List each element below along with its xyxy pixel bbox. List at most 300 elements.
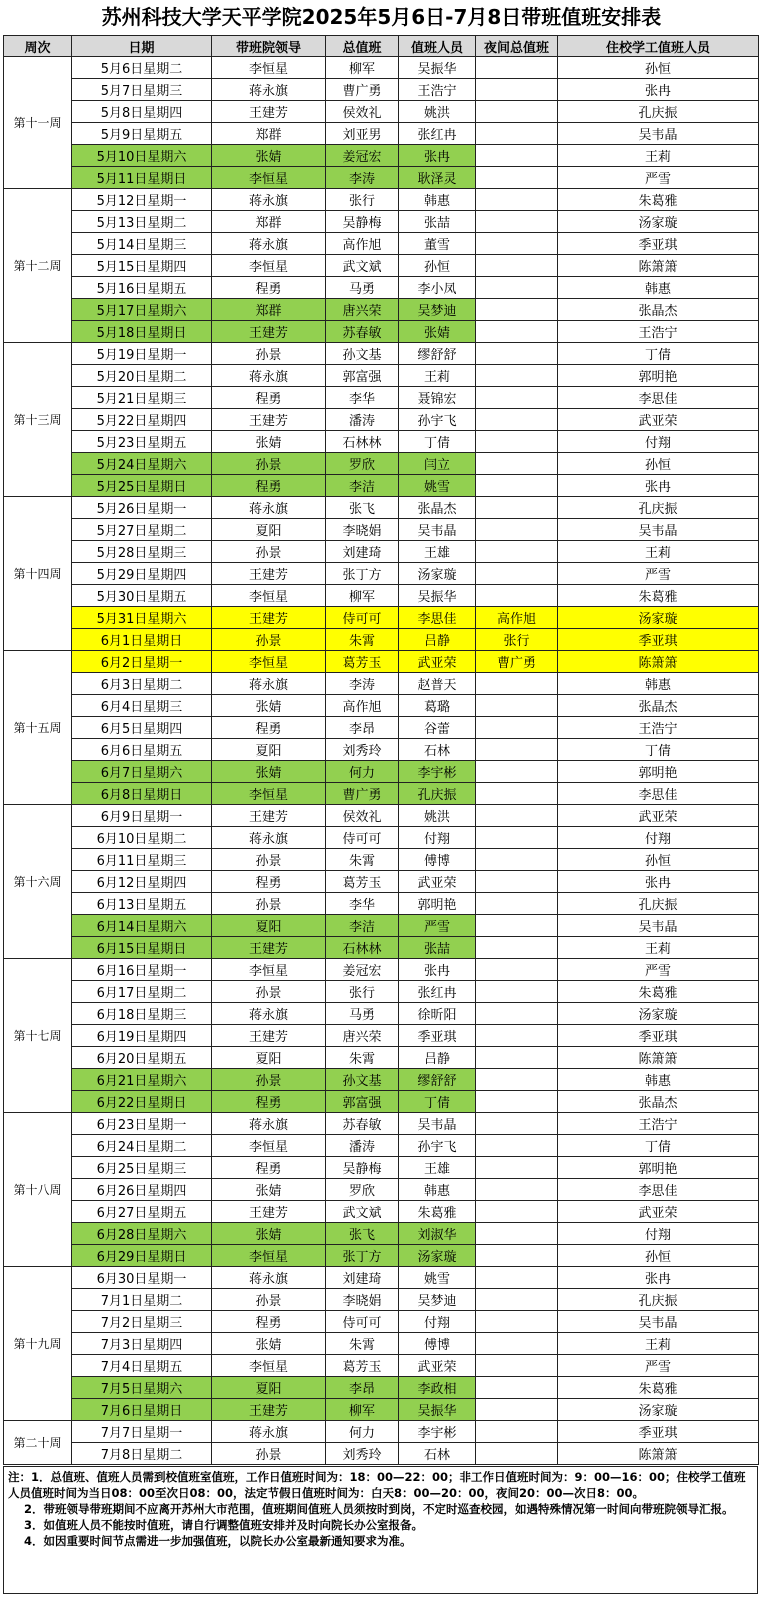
chief-cell: 苏春敏 bbox=[326, 321, 399, 343]
chief-cell: 吴静梅 bbox=[326, 1157, 399, 1179]
table-row bbox=[4, 1157, 759, 1179]
header-cell: 日期 bbox=[72, 36, 212, 57]
leader-cell: 李恒星 bbox=[212, 959, 326, 981]
chief-cell: 李洁 bbox=[326, 915, 399, 937]
leader-cell: 程勇 bbox=[212, 717, 326, 739]
table-row bbox=[4, 651, 759, 673]
table-row bbox=[4, 1223, 759, 1245]
table-row bbox=[4, 761, 759, 783]
night-cell bbox=[476, 497, 558, 519]
table-row bbox=[4, 871, 759, 893]
table-row bbox=[4, 233, 759, 255]
night-cell bbox=[476, 431, 558, 453]
chief-cell: 潘涛 bbox=[326, 1135, 399, 1157]
chief-cell: 罗欣 bbox=[326, 1179, 399, 1201]
chief-cell: 何力 bbox=[326, 1421, 399, 1443]
table-row bbox=[4, 255, 759, 277]
date-cell: 6月27日星期五 bbox=[72, 1201, 212, 1223]
night-cell bbox=[476, 365, 558, 387]
table-row bbox=[4, 1091, 759, 1113]
date-cell: 5月9日星期五 bbox=[72, 123, 212, 145]
staff-cell: 吴振华 bbox=[399, 585, 476, 607]
date-cell: 6月26日星期四 bbox=[72, 1179, 212, 1201]
leader-cell: 蒋永旗 bbox=[212, 233, 326, 255]
dorm-cell: 孔庆振 bbox=[558, 101, 759, 123]
table-row bbox=[4, 1399, 759, 1421]
staff-cell: 吴梦迪 bbox=[399, 1289, 476, 1311]
staff-cell: 李小凤 bbox=[399, 277, 476, 299]
staff-cell: 石林 bbox=[399, 739, 476, 761]
chief-cell: 李涛 bbox=[326, 167, 399, 189]
chief-cell: 李华 bbox=[326, 387, 399, 409]
date-cell: 5月11日星期日 bbox=[72, 167, 212, 189]
leader-cell: 王建芳 bbox=[212, 409, 326, 431]
dorm-cell: 张冉 bbox=[558, 871, 759, 893]
table-row bbox=[4, 915, 759, 937]
night-cell bbox=[476, 1201, 558, 1223]
night-cell: 曹广勇 bbox=[476, 651, 558, 673]
chief-cell: 柳军 bbox=[326, 1399, 399, 1421]
dorm-cell: 吴韦晶 bbox=[558, 1311, 759, 1333]
staff-cell: 汤家璇 bbox=[399, 1245, 476, 1267]
staff-cell: 孙恒 bbox=[399, 255, 476, 277]
table-row bbox=[4, 475, 759, 497]
staff-cell: 孔庆振 bbox=[399, 783, 476, 805]
dorm-cell: 严雪 bbox=[558, 959, 759, 981]
night-cell bbox=[476, 563, 558, 585]
staff-cell: 武亚荣 bbox=[399, 1355, 476, 1377]
night-cell bbox=[476, 783, 558, 805]
leader-cell: 蒋永旗 bbox=[212, 1267, 326, 1289]
night-cell bbox=[476, 1091, 558, 1113]
date-cell: 6月28日星期六 bbox=[72, 1223, 212, 1245]
chief-cell: 刘建琦 bbox=[326, 541, 399, 563]
date-cell: 5月15日星期四 bbox=[72, 255, 212, 277]
table-row bbox=[4, 1179, 759, 1201]
chief-cell: 张飞 bbox=[326, 497, 399, 519]
header-cell: 夜间总值班 bbox=[476, 36, 558, 57]
leader-cell: 蒋永旗 bbox=[212, 1003, 326, 1025]
dorm-cell: 王莉 bbox=[558, 541, 759, 563]
table-row bbox=[4, 1333, 759, 1355]
table-row bbox=[4, 563, 759, 585]
date-cell: 6月6日星期五 bbox=[72, 739, 212, 761]
staff-cell: 吴振华 bbox=[399, 57, 476, 79]
night-cell bbox=[476, 1113, 558, 1135]
date-cell: 5月23日星期五 bbox=[72, 431, 212, 453]
night-cell bbox=[476, 1245, 558, 1267]
table-row bbox=[4, 607, 759, 629]
table-row bbox=[4, 145, 759, 167]
staff-cell: 张晶杰 bbox=[399, 497, 476, 519]
staff-cell: 傅博 bbox=[399, 849, 476, 871]
date-cell: 5月21日星期三 bbox=[72, 387, 212, 409]
date-cell: 5月24日星期六 bbox=[72, 453, 212, 475]
dorm-cell: 陈箫箫 bbox=[558, 1047, 759, 1069]
note-4: 4．如因重要时间节点需进一步加强值班，以院长办公室最新通知要求为准。 bbox=[8, 1534, 412, 1548]
table-row bbox=[4, 981, 759, 1003]
date-cell: 6月18日星期三 bbox=[72, 1003, 212, 1025]
staff-cell: 郭明艳 bbox=[399, 893, 476, 915]
date-cell: 6月21日星期六 bbox=[72, 1069, 212, 1091]
leader-cell: 张婧 bbox=[212, 431, 326, 453]
leader-cell: 王建芳 bbox=[212, 101, 326, 123]
dorm-cell: 武亚荣 bbox=[558, 1201, 759, 1223]
dorm-cell: 王莉 bbox=[558, 145, 759, 167]
leader-cell: 张婧 bbox=[212, 761, 326, 783]
date-cell: 5月26日星期一 bbox=[72, 497, 212, 519]
leader-cell: 王建芳 bbox=[212, 1201, 326, 1223]
table-row bbox=[4, 1443, 759, 1465]
leader-cell: 张婧 bbox=[212, 1333, 326, 1355]
night-cell bbox=[476, 475, 558, 497]
staff-cell: 王莉 bbox=[399, 365, 476, 387]
chief-cell: 朱霄 bbox=[326, 629, 399, 651]
leader-cell: 夏阳 bbox=[212, 1047, 326, 1069]
night-cell bbox=[476, 409, 558, 431]
week-cell: 第十三周 bbox=[4, 343, 72, 497]
leader-cell: 蒋永旗 bbox=[212, 1421, 326, 1443]
night-cell bbox=[476, 1267, 558, 1289]
leader-cell: 郑群 bbox=[212, 211, 326, 233]
dorm-cell: 吴韦晶 bbox=[558, 915, 759, 937]
date-cell: 6月19日星期四 bbox=[72, 1025, 212, 1047]
dorm-cell: 武亚荣 bbox=[558, 409, 759, 431]
dorm-cell: 张冉 bbox=[558, 475, 759, 497]
leader-cell: 张婧 bbox=[212, 145, 326, 167]
staff-cell: 武亚荣 bbox=[399, 651, 476, 673]
date-cell: 5月8日星期四 bbox=[72, 101, 212, 123]
night-cell bbox=[476, 1069, 558, 1091]
night-cell bbox=[476, 871, 558, 893]
leader-cell: 程勇 bbox=[212, 1157, 326, 1179]
staff-cell: 吴韦晶 bbox=[399, 1113, 476, 1135]
date-cell: 6月16日星期一 bbox=[72, 959, 212, 981]
staff-cell: 张喆 bbox=[399, 211, 476, 233]
dorm-cell: 严雪 bbox=[558, 563, 759, 585]
night-cell bbox=[476, 1025, 558, 1047]
table-row bbox=[4, 805, 759, 827]
chief-cell: 姜冠宏 bbox=[326, 145, 399, 167]
night-cell: 张行 bbox=[476, 629, 558, 651]
leader-cell: 李恒星 bbox=[212, 1245, 326, 1267]
leader-cell: 郑群 bbox=[212, 123, 326, 145]
date-cell: 6月20日星期五 bbox=[72, 1047, 212, 1069]
table-row bbox=[4, 959, 759, 981]
header-cell: 值班人员 bbox=[399, 36, 476, 57]
date-cell: 5月31日星期六 bbox=[72, 607, 212, 629]
leader-cell: 夏阳 bbox=[212, 739, 326, 761]
date-cell: 7月5日星期六 bbox=[72, 1377, 212, 1399]
chief-cell: 张行 bbox=[326, 981, 399, 1003]
chief-cell: 侍可可 bbox=[326, 1311, 399, 1333]
night-cell bbox=[476, 585, 558, 607]
dorm-cell: 张晶杰 bbox=[558, 1091, 759, 1113]
staff-cell: 汤家璇 bbox=[399, 563, 476, 585]
staff-cell: 张冉 bbox=[399, 959, 476, 981]
staff-cell: 吴梦迪 bbox=[399, 299, 476, 321]
night-cell bbox=[476, 299, 558, 321]
night-cell bbox=[476, 849, 558, 871]
leader-cell: 程勇 bbox=[212, 475, 326, 497]
staff-cell: 徐昕阳 bbox=[399, 1003, 476, 1025]
dorm-cell: 汤家璇 bbox=[558, 211, 759, 233]
staff-cell: 吕静 bbox=[399, 1047, 476, 1069]
notes-box bbox=[3, 1466, 758, 1594]
leader-cell: 张婧 bbox=[212, 1179, 326, 1201]
header-row bbox=[4, 36, 759, 57]
dorm-cell: 李思佳 bbox=[558, 783, 759, 805]
dorm-cell: 陈箫箫 bbox=[558, 255, 759, 277]
leader-cell: 孙景 bbox=[212, 1289, 326, 1311]
night-cell bbox=[476, 233, 558, 255]
staff-cell: 王浩宁 bbox=[399, 79, 476, 101]
week-cell: 第十九周 bbox=[4, 1267, 72, 1421]
night-cell bbox=[476, 1333, 558, 1355]
dorm-cell: 季亚琪 bbox=[558, 233, 759, 255]
table-row bbox=[4, 1377, 759, 1399]
dorm-cell: 张冉 bbox=[558, 79, 759, 101]
date-cell: 6月13日星期五 bbox=[72, 893, 212, 915]
chief-cell: 何力 bbox=[326, 761, 399, 783]
leader-cell: 李恒星 bbox=[212, 651, 326, 673]
table-row bbox=[4, 1355, 759, 1377]
table-row bbox=[4, 79, 759, 101]
table-row bbox=[4, 1421, 759, 1443]
chief-cell: 武文斌 bbox=[326, 1201, 399, 1223]
staff-cell: 闫立 bbox=[399, 453, 476, 475]
night-cell bbox=[476, 1047, 558, 1069]
leader-cell: 蒋永旗 bbox=[212, 497, 326, 519]
date-cell: 5月30日星期五 bbox=[72, 585, 212, 607]
night-cell bbox=[476, 937, 558, 959]
table-row bbox=[4, 211, 759, 233]
table-row bbox=[4, 101, 759, 123]
date-cell: 6月1日星期日 bbox=[72, 629, 212, 651]
page-title: 苏州科技大学天平学院2025年5月6日-7月8日带班值班安排表 bbox=[101, 5, 662, 29]
header-cell: 住校学工值班人员 bbox=[558, 36, 759, 57]
staff-cell: 李思佳 bbox=[399, 607, 476, 629]
table-row bbox=[4, 893, 759, 915]
chief-cell: 唐兴荣 bbox=[326, 1025, 399, 1047]
staff-cell: 孙宇飞 bbox=[399, 1135, 476, 1157]
chief-cell: 曹广勇 bbox=[326, 79, 399, 101]
dorm-cell: 季亚琪 bbox=[558, 1025, 759, 1047]
leader-cell: 郑群 bbox=[212, 299, 326, 321]
date-cell: 5月18日星期日 bbox=[72, 321, 212, 343]
night-cell bbox=[476, 453, 558, 475]
dorm-cell: 李思佳 bbox=[558, 1179, 759, 1201]
night-cell bbox=[476, 1399, 558, 1421]
chief-cell: 孙文基 bbox=[326, 1069, 399, 1091]
chief-cell: 刘秀玲 bbox=[326, 1443, 399, 1465]
dorm-cell: 孙恒 bbox=[558, 1245, 759, 1267]
table-row bbox=[4, 189, 759, 211]
chief-cell: 朱霄 bbox=[326, 849, 399, 871]
leader-cell: 李恒星 bbox=[212, 57, 326, 79]
date-cell: 5月6日星期二 bbox=[72, 57, 212, 79]
dorm-cell: 王莉 bbox=[558, 1333, 759, 1355]
chief-cell: 葛芳玉 bbox=[326, 651, 399, 673]
date-cell: 6月12日星期四 bbox=[72, 871, 212, 893]
leader-cell: 王建芳 bbox=[212, 607, 326, 629]
date-cell: 6月25日星期三 bbox=[72, 1157, 212, 1179]
staff-cell: 付翔 bbox=[399, 1311, 476, 1333]
dorm-cell: 汤家璇 bbox=[558, 1003, 759, 1025]
date-cell: 5月14日星期三 bbox=[72, 233, 212, 255]
leader-cell: 李恒星 bbox=[212, 255, 326, 277]
chief-cell: 潘涛 bbox=[326, 409, 399, 431]
staff-cell: 姚雪 bbox=[399, 1267, 476, 1289]
staff-cell: 姚洪 bbox=[399, 805, 476, 827]
chief-cell: 刘秀玲 bbox=[326, 739, 399, 761]
chief-cell: 李涛 bbox=[326, 673, 399, 695]
chief-cell: 张行 bbox=[326, 189, 399, 211]
dorm-cell: 朱葛雅 bbox=[558, 981, 759, 1003]
table-row bbox=[4, 937, 759, 959]
note-2: 2．带班领导带班期间不应离开苏州大市范围，值班期间值班人员须按时到岗，不定时巡查校园，如遇特殊情况第一时间向带班院领导汇报。 bbox=[8, 1502, 734, 1516]
dorm-cell: 孙恒 bbox=[558, 849, 759, 871]
table-row bbox=[4, 1135, 759, 1157]
leader-cell: 孙景 bbox=[212, 1443, 326, 1465]
night-cell bbox=[476, 1157, 558, 1179]
dorm-cell: 丁倩 bbox=[558, 739, 759, 761]
date-cell: 5月16日星期五 bbox=[72, 277, 212, 299]
leader-cell: 张婧 bbox=[212, 1223, 326, 1245]
date-cell: 5月10日星期六 bbox=[72, 145, 212, 167]
dorm-cell: 张晶杰 bbox=[558, 695, 759, 717]
table-row bbox=[4, 1245, 759, 1267]
leader-cell: 蒋永旗 bbox=[212, 673, 326, 695]
table-row bbox=[4, 277, 759, 299]
week-cell: 第十五周 bbox=[4, 651, 72, 805]
leader-cell: 李恒星 bbox=[212, 585, 326, 607]
dorm-cell: 王浩宁 bbox=[558, 1113, 759, 1135]
night-cell bbox=[476, 519, 558, 541]
chief-cell: 孙文基 bbox=[326, 343, 399, 365]
chief-cell: 郭富强 bbox=[326, 1091, 399, 1113]
date-cell: 6月7日星期六 bbox=[72, 761, 212, 783]
dorm-cell: 季亚琪 bbox=[558, 629, 759, 651]
leader-cell: 孙景 bbox=[212, 1069, 326, 1091]
table-row bbox=[4, 321, 759, 343]
table-row bbox=[4, 387, 759, 409]
week-cell: 第十四周 bbox=[4, 497, 72, 651]
night-cell: 高作旭 bbox=[476, 607, 558, 629]
dorm-cell: 丁倩 bbox=[558, 1135, 759, 1157]
date-cell: 6月14日星期六 bbox=[72, 915, 212, 937]
chief-cell: 李晓娟 bbox=[326, 1289, 399, 1311]
leader-cell: 孙景 bbox=[212, 541, 326, 563]
dorm-cell: 严雪 bbox=[558, 167, 759, 189]
staff-cell: 吴韦晶 bbox=[399, 519, 476, 541]
date-cell: 7月8日星期二 bbox=[72, 1443, 212, 1465]
dorm-cell: 吴韦晶 bbox=[558, 519, 759, 541]
dorm-cell: 韩惠 bbox=[558, 277, 759, 299]
table-row bbox=[4, 673, 759, 695]
table-row bbox=[4, 497, 759, 519]
chief-cell: 高作旭 bbox=[326, 233, 399, 255]
table-row bbox=[4, 299, 759, 321]
night-cell bbox=[476, 1179, 558, 1201]
chief-cell: 侍可可 bbox=[326, 607, 399, 629]
staff-cell: 谷蕾 bbox=[399, 717, 476, 739]
date-cell: 7月1日星期二 bbox=[72, 1289, 212, 1311]
night-cell bbox=[476, 343, 558, 365]
night-cell bbox=[476, 1355, 558, 1377]
dorm-cell: 孔庆振 bbox=[558, 1289, 759, 1311]
night-cell bbox=[476, 1311, 558, 1333]
staff-cell: 赵普天 bbox=[399, 673, 476, 695]
dorm-cell: 汤家璇 bbox=[558, 607, 759, 629]
dorm-cell: 丁倩 bbox=[558, 343, 759, 365]
dorm-cell: 朱葛雅 bbox=[558, 585, 759, 607]
note-3: 3．如值班人员不能按时值班，请自行调整值班安排并及时向院长办公室报备。 bbox=[8, 1518, 424, 1532]
chief-cell: 侯效礼 bbox=[326, 805, 399, 827]
night-cell bbox=[476, 123, 558, 145]
leader-cell: 程勇 bbox=[212, 1311, 326, 1333]
date-cell: 7月6日星期日 bbox=[72, 1399, 212, 1421]
dorm-cell: 李思佳 bbox=[558, 387, 759, 409]
leader-cell: 蒋永旗 bbox=[212, 365, 326, 387]
dorm-cell: 付翔 bbox=[558, 1223, 759, 1245]
chief-cell: 高作旭 bbox=[326, 695, 399, 717]
chief-cell: 张飞 bbox=[326, 1223, 399, 1245]
date-cell: 7月2日星期三 bbox=[72, 1311, 212, 1333]
staff-cell: 孙宇飞 bbox=[399, 409, 476, 431]
chief-cell: 马勇 bbox=[326, 1003, 399, 1025]
chief-cell: 李昂 bbox=[326, 1377, 399, 1399]
night-cell bbox=[476, 695, 558, 717]
chief-cell: 刘建琦 bbox=[326, 1267, 399, 1289]
staff-cell: 傅博 bbox=[399, 1333, 476, 1355]
staff-cell: 王雄 bbox=[399, 1157, 476, 1179]
table-row bbox=[4, 717, 759, 739]
dorm-cell: 王莉 bbox=[558, 937, 759, 959]
leader-cell: 蒋永旗 bbox=[212, 1113, 326, 1135]
table-row bbox=[4, 1289, 759, 1311]
table-row bbox=[4, 739, 759, 761]
date-cell: 5月12日星期一 bbox=[72, 189, 212, 211]
night-cell bbox=[476, 387, 558, 409]
staff-cell: 丁倩 bbox=[399, 431, 476, 453]
chief-cell: 刘亚男 bbox=[326, 123, 399, 145]
night-cell bbox=[476, 981, 558, 1003]
dorm-cell: 韩惠 bbox=[558, 1069, 759, 1091]
leader-cell: 孙景 bbox=[212, 629, 326, 651]
date-cell: 7月7日星期一 bbox=[72, 1421, 212, 1443]
staff-cell: 付翔 bbox=[399, 827, 476, 849]
week-cell: 第十二周 bbox=[4, 189, 72, 343]
night-cell bbox=[476, 959, 558, 981]
table-row bbox=[4, 519, 759, 541]
table-row bbox=[4, 1047, 759, 1069]
chief-cell: 吴静梅 bbox=[326, 211, 399, 233]
staff-cell: 丁倩 bbox=[399, 1091, 476, 1113]
staff-cell: 张婧 bbox=[399, 321, 476, 343]
chief-cell: 苏春敏 bbox=[326, 1113, 399, 1135]
dorm-cell: 朱葛雅 bbox=[558, 189, 759, 211]
week-cell: 第二十周 bbox=[4, 1421, 72, 1465]
night-cell bbox=[476, 915, 558, 937]
leader-cell: 李恒星 bbox=[212, 167, 326, 189]
date-cell: 6月8日星期日 bbox=[72, 783, 212, 805]
leader-cell: 王建芳 bbox=[212, 1399, 326, 1421]
table-row bbox=[4, 123, 759, 145]
chief-cell: 张丁方 bbox=[326, 563, 399, 585]
night-cell bbox=[476, 277, 558, 299]
dorm-cell: 陈箫箫 bbox=[558, 651, 759, 673]
